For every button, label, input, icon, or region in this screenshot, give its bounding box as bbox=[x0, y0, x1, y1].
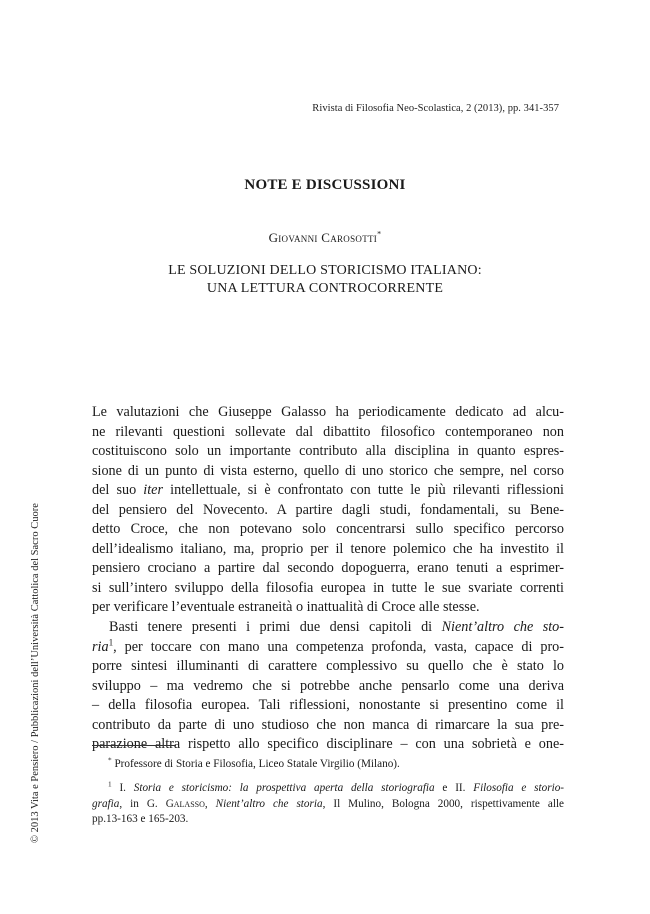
body-line: costituiscono solo un importante contributo alla disciplina in quanto espres- bbox=[92, 443, 564, 460]
running-head: Rivista di Filosofia Neo-Scolastica, 2 (2013), pp. 341-357 bbox=[312, 103, 559, 114]
footnote-1-line bbox=[92, 797, 564, 812]
body-text-run: intellettuale, si è confrontato con tutte le più rilevanti riflessioni bbox=[170, 482, 564, 499]
body-line: contributo da parte di uno studioso che non manca di rimarcare la sua pre- bbox=[92, 716, 564, 733]
footnote-italic-title: Storia e storicismo: la prospettiva aperta della storiografia bbox=[133, 782, 435, 795]
body-italic-title: ria bbox=[92, 638, 109, 655]
footnotes bbox=[92, 757, 564, 828]
section-title: NOTE E DISCUSSIONI bbox=[244, 177, 406, 193]
body-italic-title: Nient’altro che sto- bbox=[441, 619, 564, 636]
body-line: pensiero crociano a partire dal secondo dopoguerra, erano tenuti a esprimer- bbox=[92, 560, 564, 577]
copyright-side-note: © 2013 Vita e Pensiero / Pubblicazioni dell’Università Cattolica del Sacro Cuore bbox=[30, 503, 41, 843]
body-line bbox=[92, 618, 564, 638]
footnote-italic-title: grafia bbox=[92, 797, 120, 810]
body-text-run: Basti tenere presenti i primi due densi capitoli di bbox=[109, 619, 433, 636]
footnote-author-name: Galasso bbox=[165, 797, 205, 810]
body-text-run: del suo bbox=[92, 482, 137, 499]
footnote-1-line bbox=[92, 781, 564, 796]
footnote-mark: * bbox=[108, 756, 112, 765]
body-line: parazione altra rispetto allo specifico disciplinare – con una sobrietà e one- bbox=[92, 736, 564, 753]
footnote-text: I. bbox=[119, 782, 126, 795]
footnote-italic-title: Filosofia e storio- bbox=[473, 782, 565, 795]
footnote-star bbox=[92, 757, 564, 772]
body-line: Le valutazioni che Giuseppe Galasso ha periodicamente dedicato ad alcu- bbox=[92, 404, 564, 420]
body-line: dell’idealismo italiano, ma, proprio per il tenore polemico che ha investito il bbox=[92, 540, 564, 557]
author bbox=[0, 230, 650, 246]
footnote-1-line: pp.13-163 e 165-203. bbox=[92, 813, 189, 826]
footnote-text: II. bbox=[455, 782, 466, 795]
body-line: – della filosofia europea. Tali riflessioni, nonostante si presentino come il bbox=[92, 697, 564, 714]
author-name: Giovanni Carosotti bbox=[268, 230, 378, 245]
body-italic-term: iter bbox=[143, 482, 163, 499]
body-line: porre sintesi illuminanti di carattere complessivo su quello che è stato lo bbox=[92, 658, 564, 675]
footnote-text: , in G. bbox=[119, 797, 158, 810]
body-line bbox=[92, 638, 564, 658]
body-line: sviluppo – ma vedremo che si potrebbe anche pensarlo come una deriva bbox=[92, 677, 564, 694]
author-footnote-mark[interactable]: * bbox=[377, 229, 382, 239]
article-body bbox=[92, 403, 564, 755]
body-line: ne rilevanti questioni sollevate dal dibattito filosofico contemporaneo non bbox=[92, 423, 564, 440]
footnote-text: Professore di Storia e Filosofia, Liceo Statale Virgilio (Milano). bbox=[114, 758, 400, 770]
body-line: per verificare l’eventuale estraneità o inattualità di Croce alle stesse. bbox=[92, 599, 480, 616]
article-title bbox=[0, 262, 650, 298]
body-line: del pensiero del Novecento. A partire dagli studi, fondamentali, su Bene- bbox=[92, 501, 564, 518]
body-line bbox=[92, 481, 564, 501]
body-line: detto Croce, che non potevano solo concentrarsi sullo specifico percorso bbox=[92, 521, 564, 538]
body-text-run: , per toccare con mano una competenza profonda, vasta, capace di pro- bbox=[113, 638, 564, 655]
footnote-mark: 1 bbox=[108, 780, 112, 789]
footnote-text: e bbox=[442, 782, 448, 795]
footnote-divider bbox=[92, 745, 176, 746]
article-title-line-1: LE SOLUZIONI DELLO STORICISMO ITALIANO: bbox=[168, 263, 482, 278]
footnote-italic-title: Nient’altro che storia bbox=[215, 797, 323, 810]
footnote-text: , bbox=[204, 797, 208, 810]
article-title-line-2: UNA LETTURA CONTROCORRENTE bbox=[206, 281, 444, 296]
body-line: si sull’intero sviluppo della filosofia europea in tutte le sue svariate correnti bbox=[92, 579, 564, 596]
body-line: sione di un punto di vista esterno, quello di uno storico che sempre, nel corso bbox=[92, 462, 564, 479]
footnote-text: , Il Mulino, Bologna 2000, rispettivamente alle bbox=[322, 797, 565, 810]
footnote-ref-1[interactable]: 1 bbox=[108, 636, 114, 647]
